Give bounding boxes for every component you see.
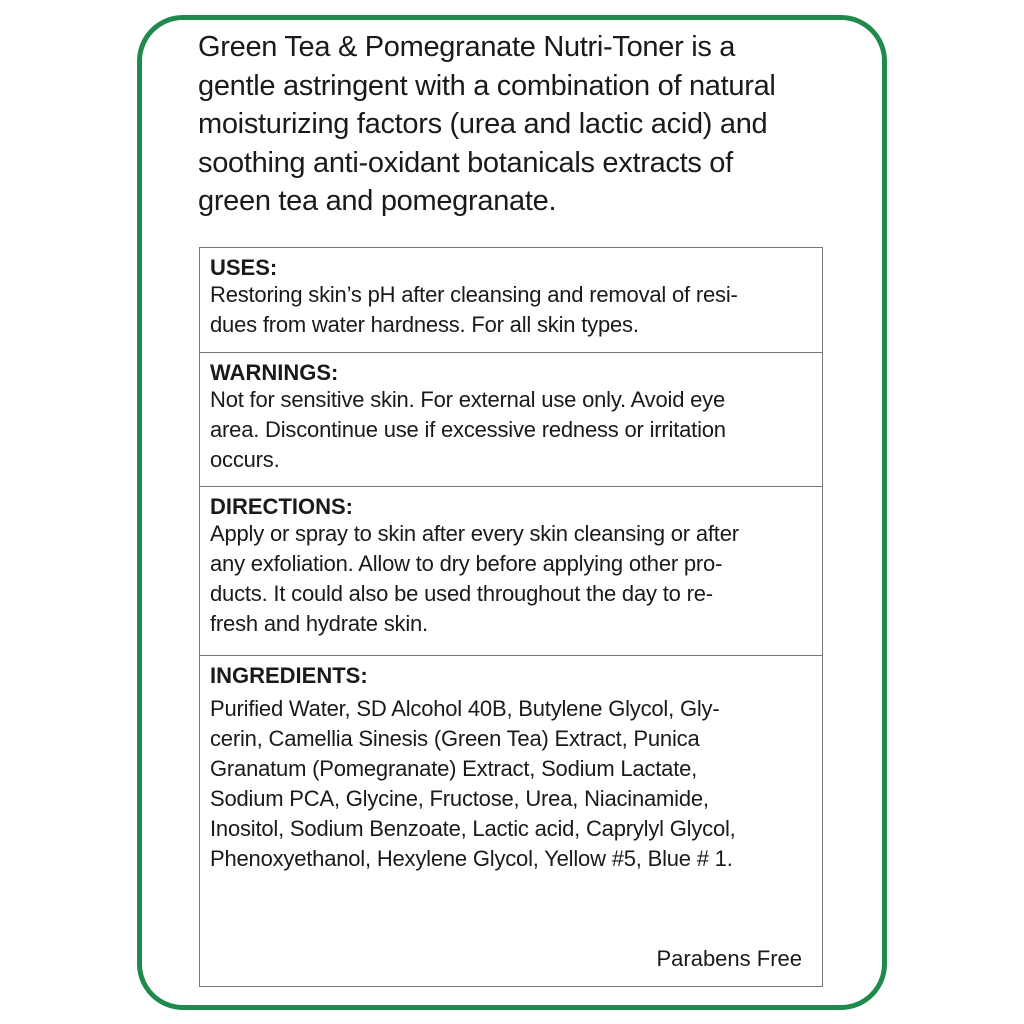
section-heading: INGREDIENTS: [210,663,368,688]
directions-section [200,487,822,656]
section-body: Apply or spray to skin after every skin cleansing or after any exfoliation. Allow to dry before applying other pro- ducts. It could also be used throughout the day to re- fresh and hydrate skin. [210,521,739,636]
section-heading: WARNINGS: [210,360,339,385]
info-table [199,247,823,987]
ingredients-section [200,656,822,986]
product-description-text: is a gentle astringent with a combination of natural moisturizing factors (urea and lactic acid) and soothing anti-oxidant botanicals extracts of green tea and pomegranate. [198,31,776,217]
product-name: Green Tea & Pomegranate Nutri-Toner [198,31,684,63]
section-heading: USES: [210,255,278,280]
parabens-free-note: Parabens Free [656,946,802,971]
section-heading: DIRECTIONS: [210,494,353,519]
product-description [198,28,838,221]
section-body: Not for sensitive skin. For external use only. Avoid eye area. Discontinue use if excessive redness or irritation occurs. [210,387,726,472]
section-body: Restoring skin’s pH after cleansing and removal of resi- dues from water hardness. For all skin types. [210,282,738,337]
section-body: Purified Water, SD Alcohol 40B, Butylene Glycol, Gly- cerin, Camellia Sinesis (Green Tea) Extract, Punica Granatum (Pomegranate) Extract, Sodium Lactate, Sodium PCA, Glycine, Fructose, Urea, Niacinamide, Inositol, Sodium Benzoate, Lactic acid, Caprylyl Glycol, Phenoxyethanol, Hexylene Glycol, Yellow #5, Blue # 1. [210,696,736,871]
uses-section [200,248,822,353]
warnings-section [200,353,822,487]
